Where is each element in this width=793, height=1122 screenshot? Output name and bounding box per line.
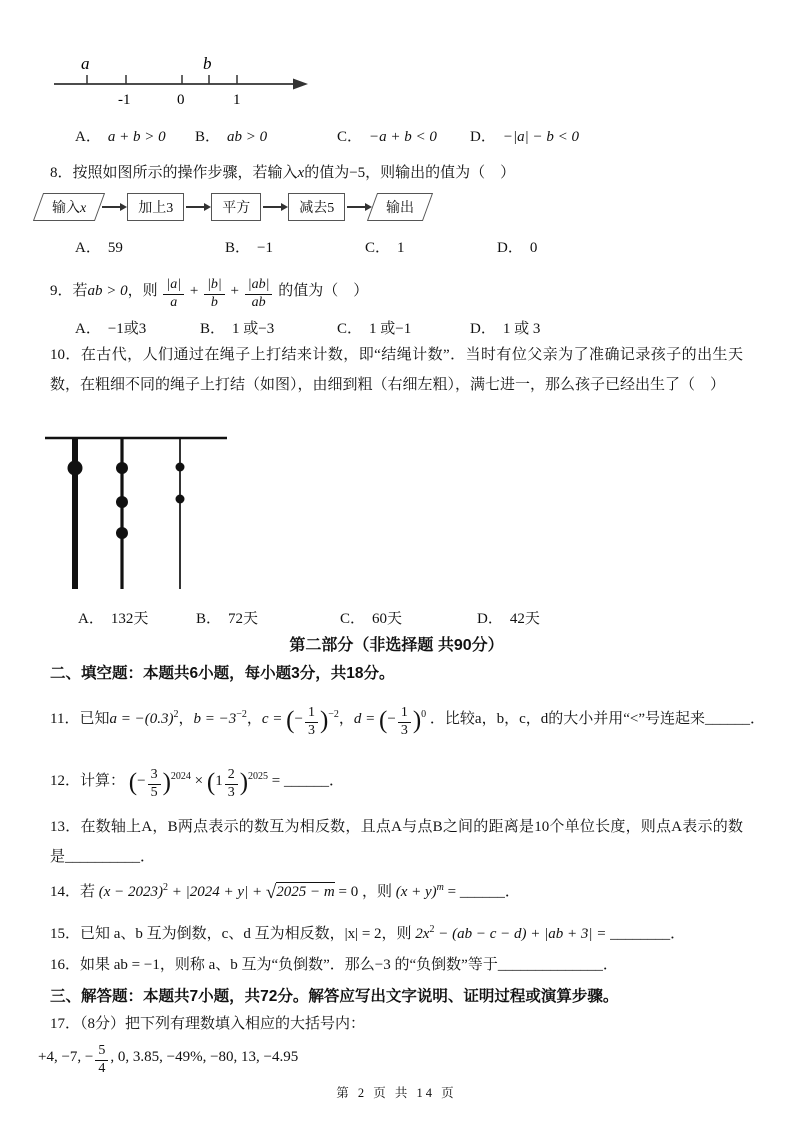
knot (176, 495, 185, 504)
radical-icon: √ (265, 882, 277, 903)
knot (116, 496, 128, 508)
q8-stem: 8．按照如图所示的操作步骤，若输入x的值为−5，则输出的值为（ ） (50, 165, 516, 181)
fraction: $\frac{|b|}{b}$ (204, 278, 225, 310)
q7-options (50, 124, 579, 146)
fraction: $\frac{2}{3}$ (225, 768, 238, 800)
flow-arrow-icon (347, 206, 370, 208)
q10-option-C: C． 60天 (340, 610, 403, 627)
numberline-arrowhead (293, 79, 308, 90)
q7-option-A: A． a + b > 0 (75, 128, 166, 145)
q8-option-C: C． 1 (365, 239, 405, 256)
open-paren: ( (379, 707, 388, 735)
q7-option-C: C． −a + b < 0 (337, 128, 437, 145)
knot (68, 461, 83, 476)
q17-stem: 17．（8分）把下列有理数填入相应的大括号内： (50, 1016, 366, 1032)
flow-step-minus5: 减去5 (288, 193, 345, 221)
open-paren: ( (206, 769, 216, 797)
q7-option-D: D． −|a| − b < 0 (470, 128, 579, 145)
numberline-label-a: a (81, 54, 90, 73)
fraction: $\frac{3}{5}$ (148, 768, 161, 800)
q14-stem: 14．若 $(x - 2023)^2 + |2024 + y| + √2025 - m = 0$ ，则 $(x + y)^m$ = ______． (50, 882, 520, 903)
part2-title: 第二部分（非选择题 共90分） (289, 637, 504, 654)
q13-stem: 13．在数轴上A，B两点表示的数互为相反数，且点A与点B之间的距离是10个单位长度，则点A表示的数是__________． (50, 819, 743, 865)
answer-blank: ______ (459, 884, 505, 900)
q7-option-B: B． ab > 0 (195, 128, 268, 145)
numberline-tick-zero: 0 (177, 92, 185, 108)
q8-option-A: A． 59 (75, 239, 123, 256)
numberline-figure (52, 46, 312, 116)
q10-option-A: A． 132天 (78, 610, 149, 627)
flow-input-parallelogram: 输入x (33, 193, 105, 221)
knot (176, 463, 185, 472)
fraction: $\frac{|a|}{a}$ (163, 278, 184, 310)
q10-stem: 10．在古代，人们通过在绳子上打结来计数，即“结绳计数”．当时有位父亲为了准确记录孩子的出生天数，在粗细不同的绳子上打结（如图），由细到粗（右细左粗），满七进一，那么孩子已经出生了（ ） (50, 347, 743, 393)
flow-arrow-icon (263, 206, 286, 208)
close-paren: ) (412, 707, 422, 735)
knot (116, 462, 128, 474)
flow-output-parallelogram: 输出 (367, 193, 433, 221)
answer-blank: ________ (610, 926, 671, 942)
q9-options (50, 316, 540, 338)
square-root: √2025 − m (265, 882, 335, 903)
q10-options (50, 606, 540, 628)
q9-option-B: B． 1 或−3 (200, 320, 275, 337)
q10-option-D: D． 42天 (477, 610, 540, 627)
page-footer: 第 2 页 共 14 页 (336, 1086, 457, 1100)
rope-knots-figure (42, 432, 237, 600)
q15-stem: 15．已知 a、b 互为倒数，c、d 互为相反数，|x| = 2，则 $2x^2 - (ab - c - d) + |ab + 3|$ = ________． (50, 924, 686, 942)
knot (116, 527, 128, 539)
flow-input-var: x (80, 201, 87, 216)
q9-option-D: D． 1 或 3 (470, 320, 541, 337)
fraction: $\frac{1}{3}$ (305, 706, 318, 738)
q8-option-D: D． 0 (497, 239, 538, 256)
close-paren: ) (162, 769, 171, 797)
fraction: $\frac{|ab|}{ab}$ (245, 278, 273, 310)
q11-stem: 11．已知$a = -(0.3)^2$，$b = -3^{-2}$，c = (− $\frac{1}{3}$ )$^{-2}$，d = (− $\frac{1}{3}$ )$^0$ ．比较a，b，c，d的大小并用“<”号连起来______． (50, 705, 766, 738)
close-paren: ) (319, 707, 329, 735)
numberline-label-b: b (203, 54, 212, 73)
close-paren: ) (239, 769, 249, 797)
answer-blank: ______ (283, 773, 329, 790)
q12-stem: 12．计算： (− $\frac{3}{5}$ )$^{2024}$ × (1 $\frac{2}{3}$ )$^{2025}$ = ______． (50, 767, 344, 800)
q16-stem: 16．如果 ab = −1，则称 a、b 互为“负倒数”．那么−3 的“负倒数”等于______________． (50, 957, 618, 973)
open-paren: ( (128, 769, 138, 797)
fraction: $\frac{1}{3}$ (398, 706, 411, 738)
q10-option-B: B． 72天 (196, 610, 259, 627)
q8-flowchart (38, 193, 428, 221)
flow-step-add3: 加上3 (127, 193, 184, 221)
section3-heading: 三、解答题：本题共7小题，共72分。解答应写出文字说明、证明过程或演算步骤。 (50, 988, 619, 1005)
fraction: $\frac{5}{4}$ (95, 1044, 108, 1076)
q9-stem: 9．若ab > 0，则 $\frac{|a|}{a}$ + $\frac{|b|}{b}$ + $\frac{|ab|}{ab}$ 的值为（ ） (50, 277, 369, 310)
flow-arrow-icon (186, 206, 209, 208)
numberline-tick-one: 1 (233, 92, 241, 108)
section2-heading: 二、填空题：本题共6小题，每小题3分，共18分。 (50, 665, 395, 682)
numberline-tick-neg1: -1 (118, 92, 131, 108)
q9-option-A: A． −1或3 (75, 320, 147, 337)
answer-blank: ______ (705, 711, 751, 728)
flow-arrow-icon (102, 206, 125, 208)
q8-options (50, 235, 537, 257)
q17-number-list: +4, −7, − $\frac{5}{4}$ , 0, 3.85, −49%, −80, 13, −4.95 (38, 1043, 299, 1076)
q9-option-C: C． 1 或−1 (337, 320, 412, 337)
open-paren: ( (286, 707, 295, 735)
flow-step-square: 平方 (211, 193, 261, 221)
q8-option-B: B． −1 (225, 239, 273, 256)
